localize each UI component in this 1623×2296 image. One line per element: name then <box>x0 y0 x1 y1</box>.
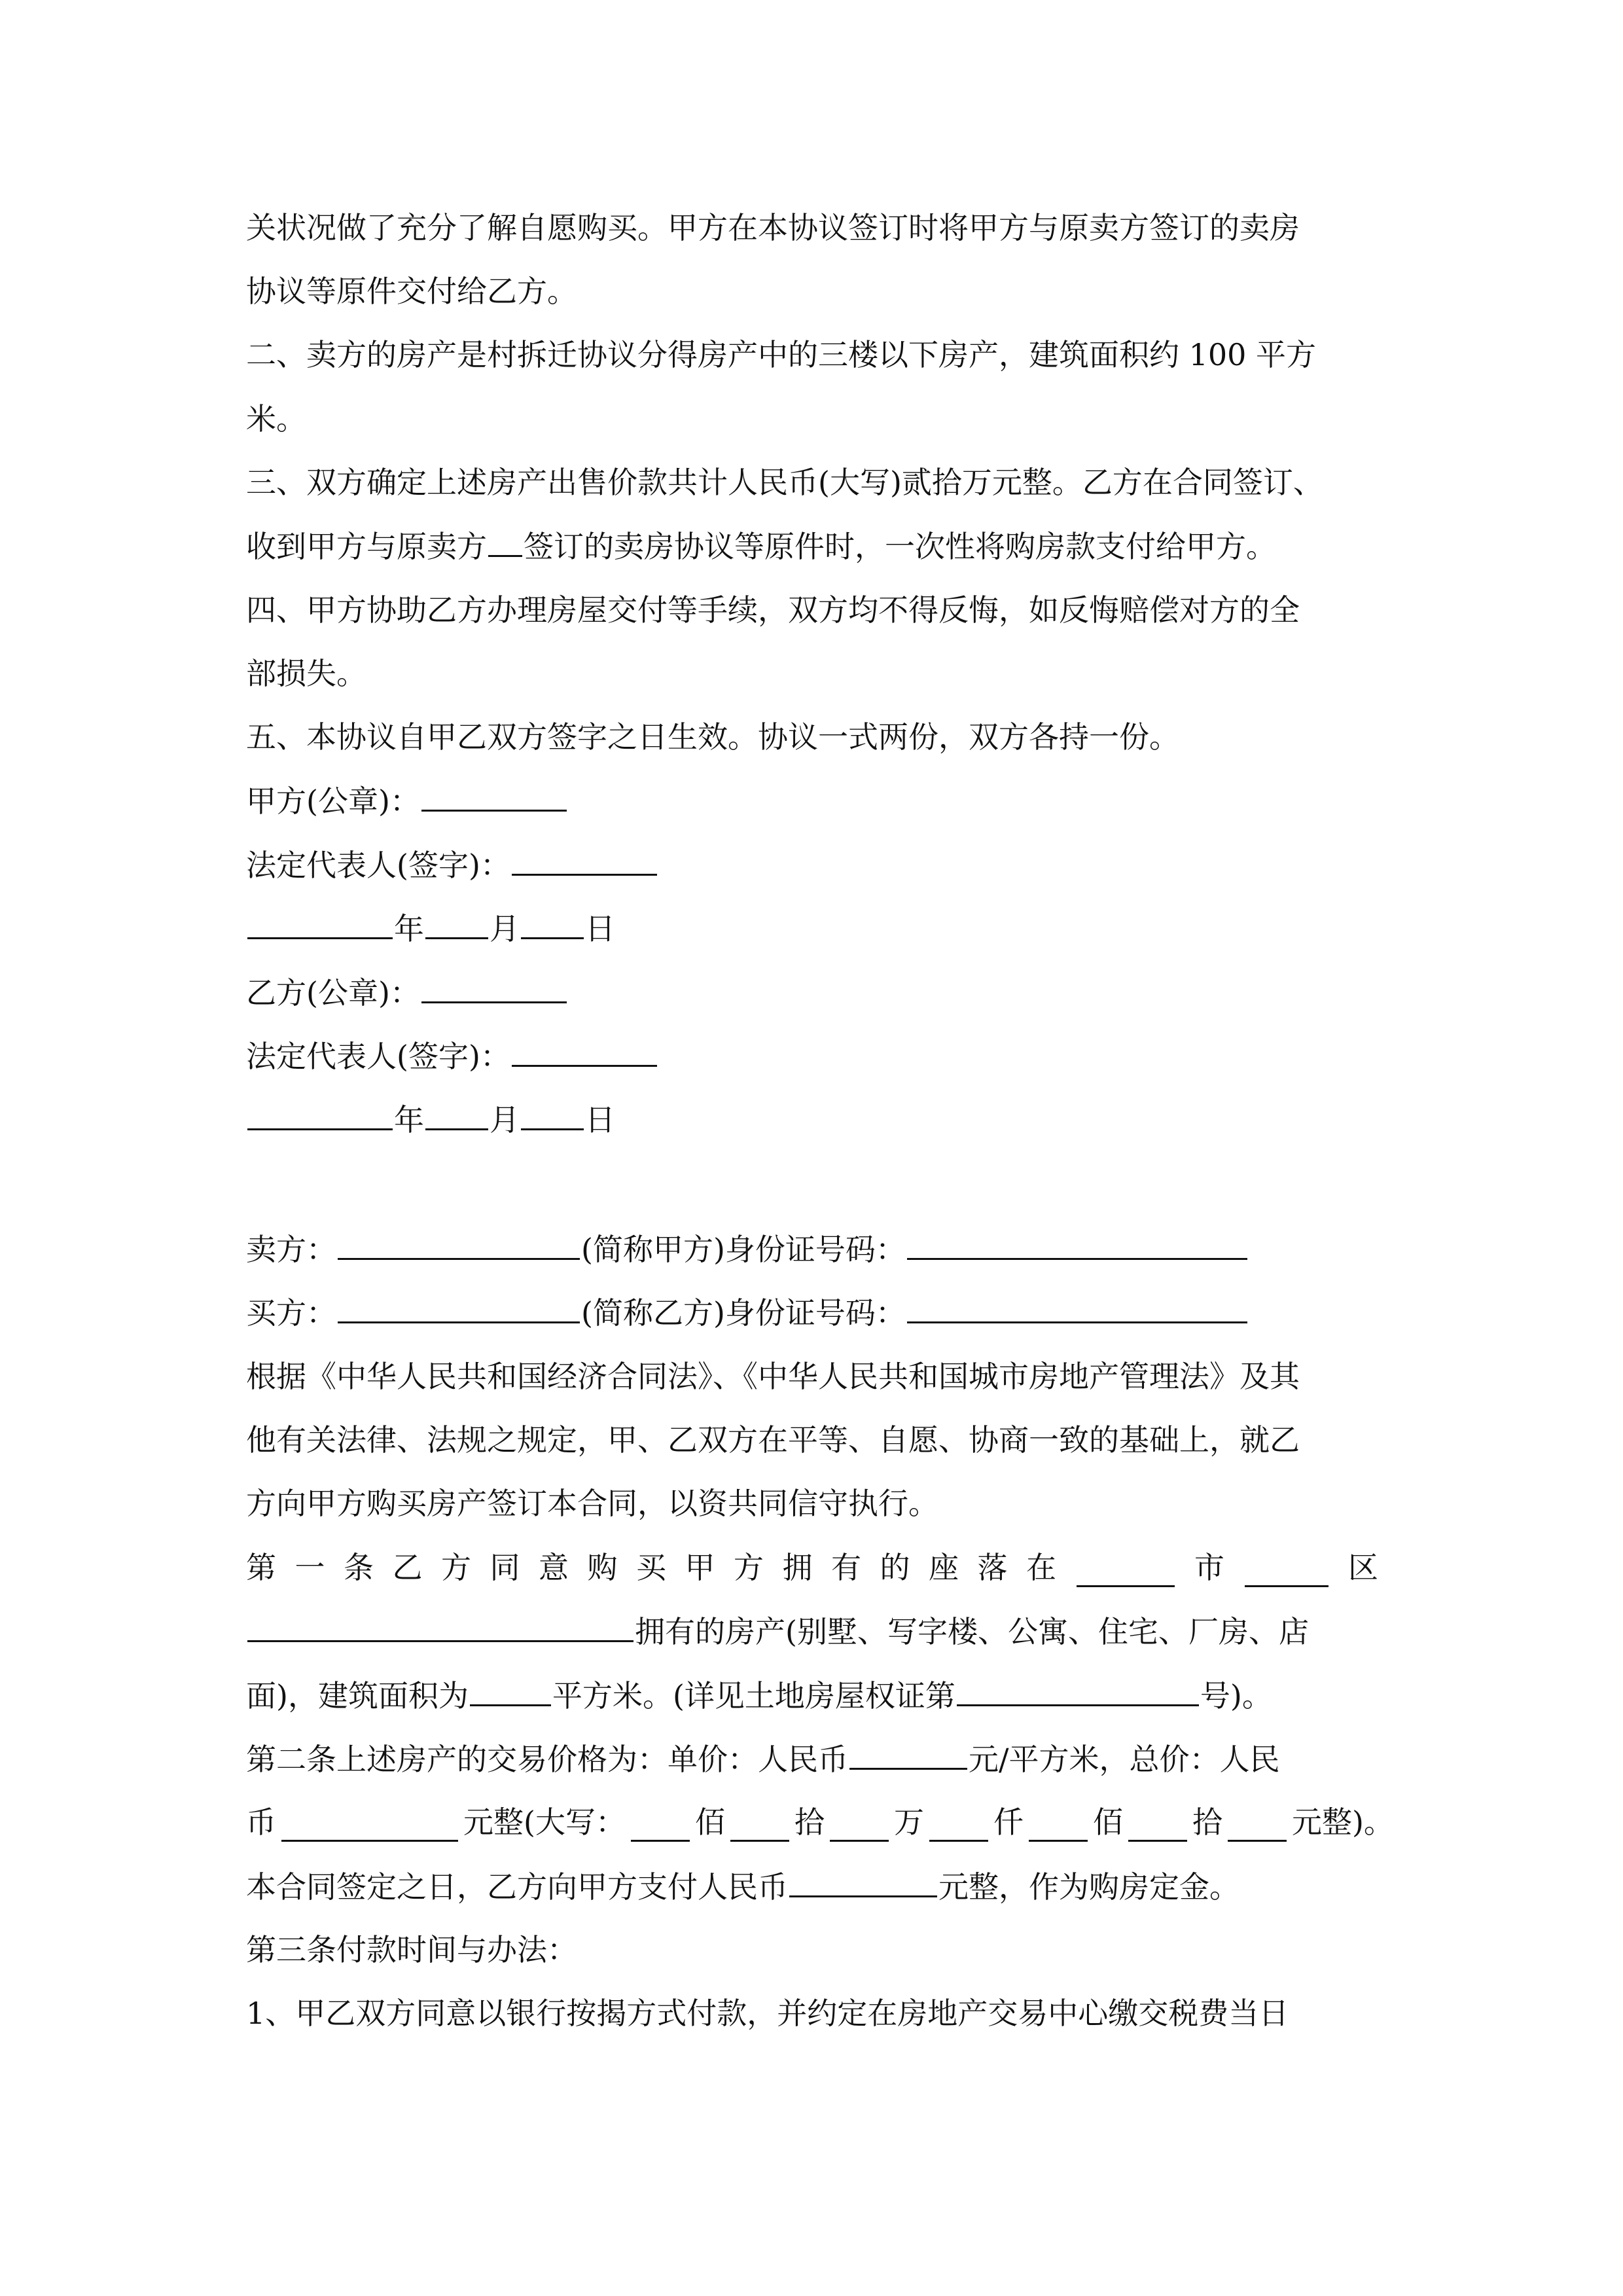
clause-five <box>246 717 1179 757</box>
buyer-name-blank[interactable] <box>338 1293 580 1323</box>
text: 本合同签定之日，乙方向甲方支付人民币 <box>246 1869 788 1905</box>
party-b-date-line <box>246 1100 615 1139</box>
text: 元整，作为购房定金。 <box>938 1869 1240 1905</box>
unit-price-blank[interactable] <box>849 1739 967 1770</box>
total-price-blank[interactable] <box>281 1811 458 1842</box>
amount-blank[interactable] <box>1029 1811 1088 1842</box>
text: 拾 <box>794 1804 825 1840</box>
text: 买方： <box>246 1295 336 1331</box>
text: 第二条上述房产的交易价格为：单价：人民币 <box>246 1742 848 1777</box>
text: 月 <box>490 1102 520 1138</box>
text: 万 <box>893 1804 924 1840</box>
char: 落 <box>977 1550 1008 1585</box>
char: 购 <box>587 1550 618 1585</box>
certificate-blank[interactable] <box>957 1676 1199 1706</box>
text: 佰 <box>694 1804 725 1840</box>
amount-blank[interactable] <box>929 1811 988 1842</box>
text: 日 <box>585 1102 615 1138</box>
party-a-seal-line <box>246 781 568 820</box>
amount-blank[interactable] <box>830 1811 889 1842</box>
party-a-rep-line <box>246 845 658 884</box>
buyer-id-blank[interactable] <box>907 1293 1247 1323</box>
party-a-date-line <box>246 908 615 948</box>
text: 三、双方确定上述房产出售价款共计人民币(大写)贰拾万元整。乙方在合同签订、 <box>246 465 1323 500</box>
amount-blank[interactable] <box>730 1811 789 1842</box>
text: 协议等原件交付给乙方。 <box>246 274 577 309</box>
char: 方 <box>734 1550 764 1585</box>
clause-two <box>246 335 1316 374</box>
paragraph-line <box>246 654 366 693</box>
text: 平方米。(详见土地房屋权证第 <box>552 1678 955 1713</box>
text: 签订的卖房协议等原件时，一次性将购房款支付给甲方。 <box>524 529 1276 564</box>
char: 甲 <box>685 1550 715 1585</box>
article-two-line <box>246 1739 1280 1778</box>
party-b-seal-line <box>246 973 568 1012</box>
text: 五、本协议自甲乙双方签字之日生效。协议一式两份，双方各持一份。 <box>246 719 1179 755</box>
paragraph-line <box>246 399 306 439</box>
city-blank[interactable] <box>1077 1556 1175 1587</box>
amount-blank[interactable] <box>1228 1811 1287 1842</box>
article-three-title <box>246 1930 577 1969</box>
text: 甲方(公章)： <box>246 783 420 819</box>
char: 的 <box>880 1550 910 1585</box>
seller-name-blank[interactable] <box>338 1229 580 1260</box>
text: 卖方： <box>246 1232 336 1267</box>
text: 拥有的房产(别墅、写字楼、公寓、住宅、厂房、店 <box>635 1614 1309 1649</box>
text: 二、卖方的房产是村拆迁协议分得房产中的三楼以下房产，建筑面积约 100 平方 <box>246 337 1317 372</box>
text: 收到甲方与原卖方 <box>246 529 487 564</box>
fill-blank[interactable] <box>488 526 522 557</box>
party-b-rep-blank[interactable] <box>512 1036 657 1067</box>
paragraph-line <box>246 272 577 311</box>
char: 意 <box>539 1550 569 1585</box>
text: (简称甲方)身份证号码： <box>581 1232 906 1267</box>
amount-blank[interactable] <box>631 1811 690 1842</box>
text: 面)，建筑面积为 <box>246 1678 469 1713</box>
article-one-area-line <box>246 1676 1272 1715</box>
day-blank[interactable] <box>521 1100 584 1130</box>
text: 市 <box>1194 1550 1224 1585</box>
amount-blank[interactable] <box>1128 1811 1187 1842</box>
text: 元/平方米，总价：人民 <box>969 1742 1280 1777</box>
text: 根据《中华人民共和国经济合同法》、《中华人民共和国城市房地产管理法》及其 <box>246 1359 1300 1394</box>
text: 方向甲方购买房产签订本合同，以资共同信守执行。 <box>246 1486 938 1521</box>
text: 元整(大写： <box>463 1804 626 1840</box>
year-blank[interactable] <box>247 908 393 939</box>
text: 号)。 <box>1200 1678 1272 1713</box>
district-blank[interactable] <box>1245 1556 1329 1587</box>
text: 第三条付款时间与办法： <box>246 1932 577 1967</box>
char: 拥 <box>782 1550 813 1585</box>
buyer-line <box>246 1293 1249 1332</box>
char: 在 <box>1026 1550 1056 1585</box>
deposit-blank[interactable] <box>789 1867 937 1897</box>
paragraph-line <box>246 208 1300 247</box>
text: 日 <box>585 911 615 946</box>
party-b-seal-blank[interactable] <box>421 973 567 1003</box>
text: 元整)。 <box>1291 1804 1394 1840</box>
article-two-total-line <box>246 1803 1394 1842</box>
clause-four <box>246 590 1300 630</box>
char: 同 <box>490 1550 520 1585</box>
text: 米。 <box>246 401 306 437</box>
article-one-cont <box>246 1611 1309 1651</box>
char: 有 <box>831 1550 861 1585</box>
text: 币 <box>246 1804 276 1840</box>
char: 座 <box>929 1550 959 1585</box>
text: 1、甲乙双方同意以银行按揭方式付款，并约定在房地产交易中心缴交税费当日 <box>246 1996 1289 2031</box>
char: 第 <box>246 1550 276 1585</box>
day-blank[interactable] <box>521 908 584 939</box>
text: 年 <box>394 911 424 946</box>
article-three-item-one <box>246 1994 1289 2033</box>
paragraph-line <box>246 1420 1300 1460</box>
text: 拾 <box>1192 1804 1222 1840</box>
text: 仟 <box>993 1804 1024 1840</box>
month-blank[interactable] <box>425 908 488 939</box>
seller-line <box>246 1229 1249 1268</box>
text: 乙方(公章)： <box>246 975 420 1011</box>
party-b-rep-line <box>246 1036 658 1075</box>
char: 条 <box>344 1550 374 1585</box>
text: 关状况做了充分了解自愿购买。甲方在本协议签订时将甲方与原卖方签订的卖房 <box>246 210 1300 245</box>
text: 四、甲方协助乙方办理房屋交付等手续，双方均不得反悔，如反悔赔偿对方的全 <box>246 592 1300 628</box>
char: 买 <box>636 1550 666 1585</box>
text: (简称乙方)身份证号码： <box>581 1295 906 1331</box>
clause-three <box>246 463 1323 502</box>
party-a-rep-blank[interactable] <box>512 845 657 876</box>
text: 月 <box>490 911 520 946</box>
text: 佰 <box>1092 1804 1123 1840</box>
text: 他有关法律、法规之规定，甲、乙双方在平等、自愿、协商一致的基础上，就乙 <box>246 1422 1300 1458</box>
address-blank[interactable] <box>247 1611 633 1642</box>
char: 方 <box>441 1550 471 1585</box>
char: 乙 <box>392 1550 423 1585</box>
month-blank[interactable] <box>425 1100 488 1130</box>
paragraph-line <box>246 526 1276 565</box>
deposit-line <box>246 1867 1240 1906</box>
char: 一 <box>294 1550 325 1585</box>
year-blank[interactable] <box>247 1100 393 1130</box>
text: 法定代表人(签字)： <box>246 848 510 883</box>
text: 区 <box>1348 1550 1378 1585</box>
paragraph-line <box>246 1357 1300 1396</box>
text: 法定代表人(签字)： <box>246 1039 510 1074</box>
text: 年 <box>394 1102 424 1138</box>
seller-id-blank[interactable] <box>907 1229 1247 1260</box>
paragraph-line <box>246 1484 938 1523</box>
text: 部损失。 <box>246 656 366 691</box>
article-one-line <box>246 1548 1378 1587</box>
party-a-seal-blank[interactable] <box>421 781 567 812</box>
area-blank[interactable] <box>470 1676 551 1706</box>
